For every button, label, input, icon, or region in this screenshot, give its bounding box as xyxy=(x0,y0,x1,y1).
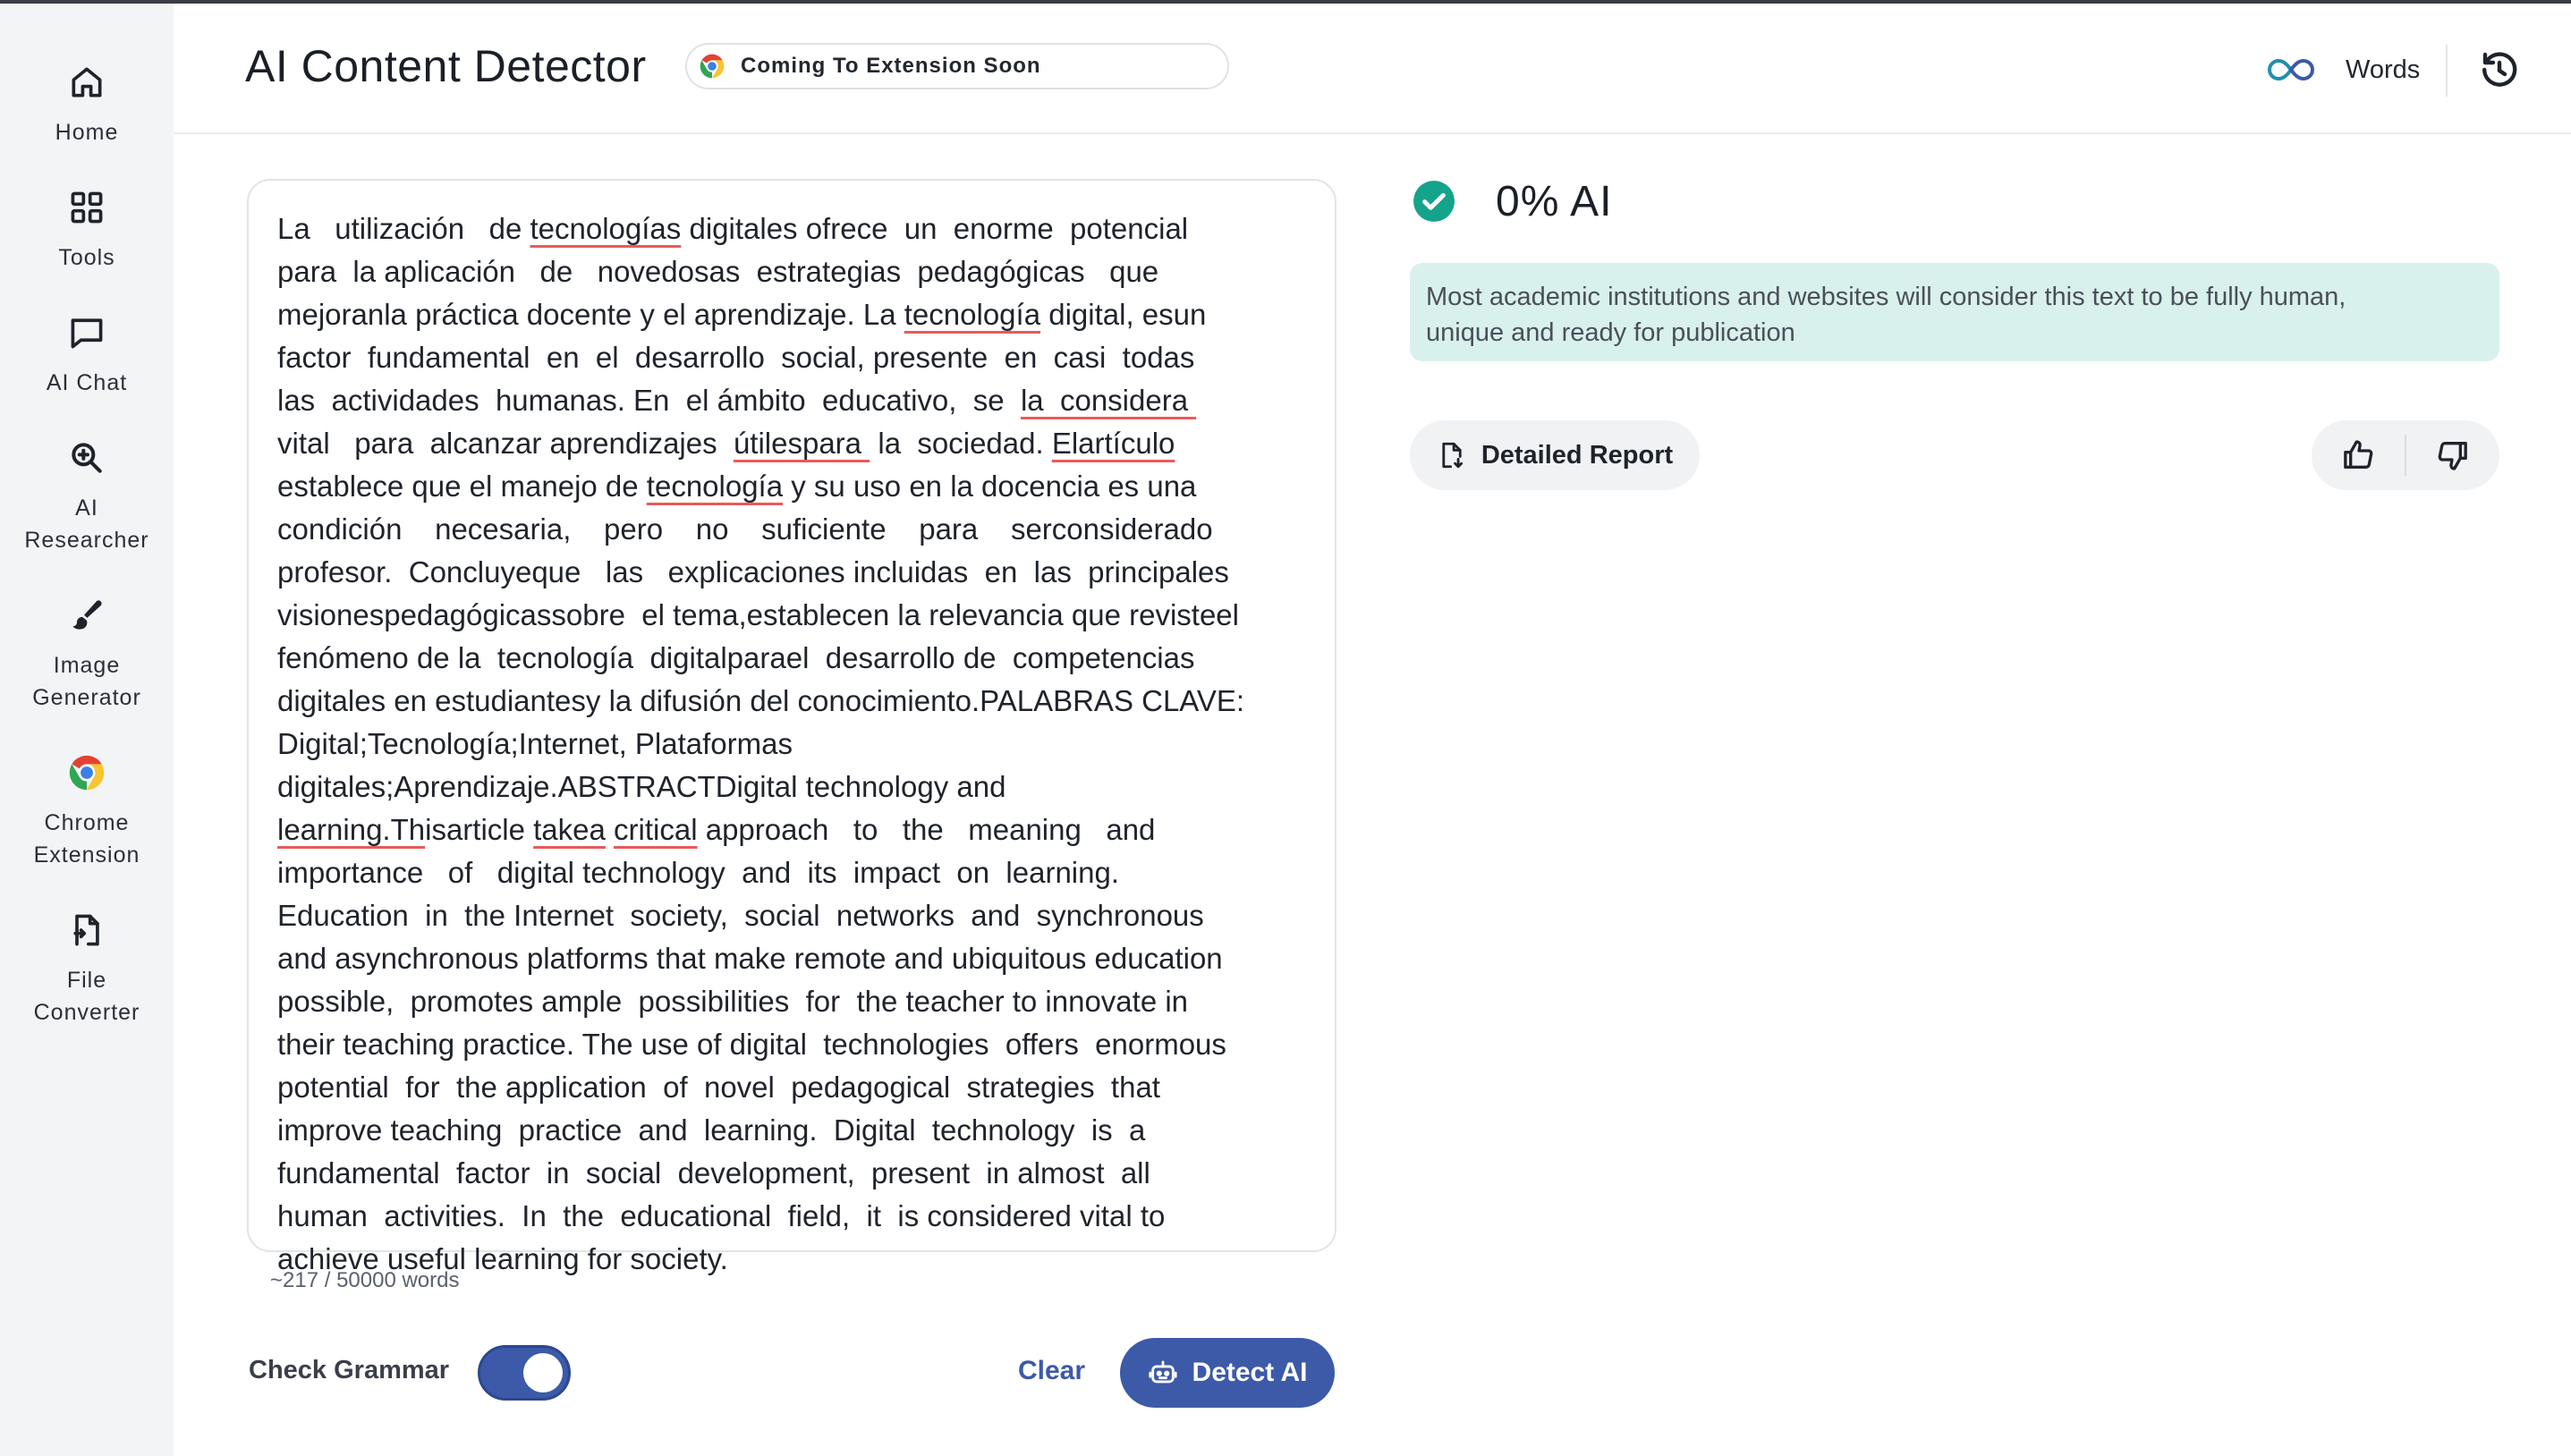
grammar-flagged-word[interactable]: takea xyxy=(533,813,606,846)
editor-line xyxy=(277,808,1306,851)
sidebar-item-label: AI Chat xyxy=(46,370,128,395)
editor-line xyxy=(277,379,1306,422)
editor-text-segment: condición necesaria, pero no suficiente para serconsiderado xyxy=(277,512,1213,546)
editor-text-segment: fenómeno de la tecnología digitalparael desarrollo de competencias xyxy=(277,641,1195,674)
editor-text-segment: potential for the application of novel pedagogical strategies that xyxy=(277,1071,1160,1104)
sidebar-item-file-converter[interactable] xyxy=(0,909,174,1029)
infinity-icon xyxy=(2267,56,2315,83)
editor-line xyxy=(277,894,1306,937)
editor-text-segment: their teaching practice. The use of digital technologies offers enormous xyxy=(277,1028,1226,1061)
check-circle-icon xyxy=(1412,179,1456,224)
editor-line xyxy=(277,680,1306,723)
editor-line xyxy=(277,980,1306,1023)
editor-text-segment: and asynchronous platforms that make remote and ubiquitous education xyxy=(277,942,1223,975)
editor-line xyxy=(277,1023,1306,1066)
chat-icon xyxy=(65,311,108,354)
sidebar-item-ai-researcher[interactable] xyxy=(0,436,174,556)
grammar-flagged-word[interactable]: tecnología xyxy=(646,470,784,503)
check-grammar-label: Check Grammar xyxy=(249,1356,450,1384)
grid-icon xyxy=(65,186,108,229)
editor-line xyxy=(277,422,1306,465)
editor-text-segment: digitales en estudiantesy la difusión del conocimiento.PALABRAS CLAVE: xyxy=(277,684,1245,717)
editor-text[interactable] xyxy=(277,207,1306,1281)
sidebar xyxy=(0,4,174,1456)
grammar-flagged-word[interactable]: la considera xyxy=(1020,384,1197,417)
editor-line xyxy=(277,1152,1306,1195)
editor-line xyxy=(277,1109,1306,1152)
editor-line xyxy=(277,293,1306,336)
sidebar-item-image-generator[interactable] xyxy=(0,594,174,714)
sidebar-item-label: File Converter xyxy=(33,968,140,1025)
editor-line xyxy=(277,551,1306,594)
editor-text-segment: human activities. In the educational field, it is considered vital to xyxy=(277,1199,1166,1232)
editor-line xyxy=(277,1195,1306,1238)
editor-text-segment: vital para alcanzar aprendizajes xyxy=(277,427,734,460)
editor-line xyxy=(277,250,1306,293)
editor-text-segment: establece que el manejo de xyxy=(277,470,647,503)
chrome-icon xyxy=(698,52,726,80)
word-count: ~217 / 50000 words xyxy=(270,1268,460,1292)
grammar-flagged-word[interactable]: útilespara xyxy=(733,427,870,460)
editor-line xyxy=(277,851,1306,894)
text-input-area[interactable] xyxy=(247,179,1336,1275)
editor-text-segment: importance of digital technology and its impact on learning. xyxy=(277,856,1120,889)
thumbs-down-icon[interactable] xyxy=(2406,420,2499,490)
sidebar-item-chrome-extension[interactable] xyxy=(0,751,174,871)
editor-text-segment: fundamental factor in social development, present in almost all xyxy=(277,1156,1150,1189)
chrome-icon xyxy=(65,751,108,794)
grammar-flagged-word[interactable]: tecnología xyxy=(904,298,1041,331)
editor-text-segment: para la aplicación de novedosas estrategias pedagógicas que xyxy=(277,255,1159,288)
editor-text-segment: isarticle xyxy=(425,813,534,846)
editor-text-segment: profesor. Concluyeque las explicaciones incluidas en las principales xyxy=(277,555,1229,588)
grammar-flagged-word[interactable]: tecnologías xyxy=(530,212,682,245)
sidebar-item-label: Home xyxy=(55,120,119,145)
editor-text-segment xyxy=(606,813,614,846)
editor-text-segment: las actividades humanas. En el ámbito educativo, se xyxy=(277,384,1021,417)
robot-icon xyxy=(1148,1358,1178,1388)
grammar-flagged-word[interactable]: critical xyxy=(614,813,698,846)
editor-text-segment: digitales;Aprendizaje.ABSTRACTDigital technology and xyxy=(277,770,1006,803)
report-download-icon xyxy=(1437,439,1467,471)
file-convert-icon xyxy=(65,909,108,952)
words-quota[interactable] xyxy=(2267,43,2420,97)
ai-score: 0% AI xyxy=(1496,178,1613,225)
page-title: AI Content Detector xyxy=(245,41,647,91)
editor-text-segment: Education in the Internet society, social networks and synchronous xyxy=(277,899,1204,932)
editor-line xyxy=(277,937,1306,980)
thumbs-up-icon[interactable] xyxy=(2312,420,2405,490)
editor-text-segment: Digital;Tecnología;Internet, Plataformas xyxy=(277,727,793,760)
editor-line xyxy=(277,1066,1306,1109)
editor-line xyxy=(277,766,1306,808)
editor-line xyxy=(277,637,1306,680)
extension-badge[interactable] xyxy=(685,43,1229,89)
clear-button[interactable]: Clear xyxy=(1018,1356,1086,1385)
grammar-flagged-word[interactable]: Elartículo xyxy=(1051,427,1175,460)
editor-text-segment: mejoranla práctica docente y el aprendizaje. La xyxy=(277,298,904,331)
editor-text-segment: y su uso en la docencia es una xyxy=(783,470,1197,503)
editor-text-segment: digital, esun xyxy=(1040,298,1207,331)
top-header xyxy=(174,4,2571,134)
sidebar-item-label: Image Generator xyxy=(32,653,141,710)
detailed-report-button[interactable] xyxy=(1410,420,1700,490)
sidebar-item-ai-chat[interactable] xyxy=(0,311,174,399)
detailed-report-label: Detailed Report xyxy=(1481,440,1674,470)
editor-text-segment: visionespedagógicassobre el tema,establecen la relevancia que revisteel xyxy=(277,598,1239,631)
history-icon[interactable] xyxy=(2478,48,2521,91)
badge-label: Coming To Extension Soon xyxy=(741,54,1041,78)
editor-text-segment: achieve useful learning for society. xyxy=(277,1242,728,1275)
editor-line xyxy=(277,465,1306,508)
editor-text-segment: possible, promotes ample possibilities for the teacher to innovate in xyxy=(277,985,1189,1018)
grammar-flagged-word[interactable]: learning.Th xyxy=(277,813,426,846)
sidebar-item-tools[interactable] xyxy=(0,186,174,274)
brush-icon xyxy=(65,594,108,637)
result-message: Most academic institutions and websites will consider this text to be fully human, unique and ready for publication xyxy=(1410,263,2499,361)
editor-line xyxy=(277,723,1306,766)
editor-text-segment: improve teaching practice and learning. Digital technology is a xyxy=(277,1113,1146,1147)
editor-text-segment: factor fundamental en el desarrollo social, presente en casi todas xyxy=(277,341,1195,374)
detect-ai-button[interactable] xyxy=(1120,1338,1335,1408)
home-icon xyxy=(65,61,108,104)
editor-line xyxy=(277,508,1306,551)
editor-line xyxy=(277,336,1306,379)
check-grammar-toggle[interactable] xyxy=(478,1345,571,1401)
search-plus-icon xyxy=(65,436,108,479)
sidebar-item-label: Chrome Extension xyxy=(33,810,140,868)
detect-ai-label: Detect AI xyxy=(1192,1358,1308,1387)
editor-text-segment: La utilización de xyxy=(277,212,530,245)
editor-text-segment: digitales ofrece un enorme potencial xyxy=(681,212,1189,245)
editor-line xyxy=(277,207,1306,250)
editor-text-segment: la sociedad. xyxy=(870,427,1052,460)
sidebar-item-label: Tools xyxy=(58,245,115,270)
editor-line xyxy=(277,594,1306,637)
words-label: Words xyxy=(2346,55,2421,84)
editor-text-segment: approach to the meaning and xyxy=(697,813,1156,846)
sidebar-item-home[interactable] xyxy=(0,61,174,148)
toggle-knob xyxy=(523,1353,563,1393)
feedback-group xyxy=(2312,420,2499,490)
sidebar-item-label: AI Researcher xyxy=(24,495,149,553)
header-divider xyxy=(2446,45,2448,97)
